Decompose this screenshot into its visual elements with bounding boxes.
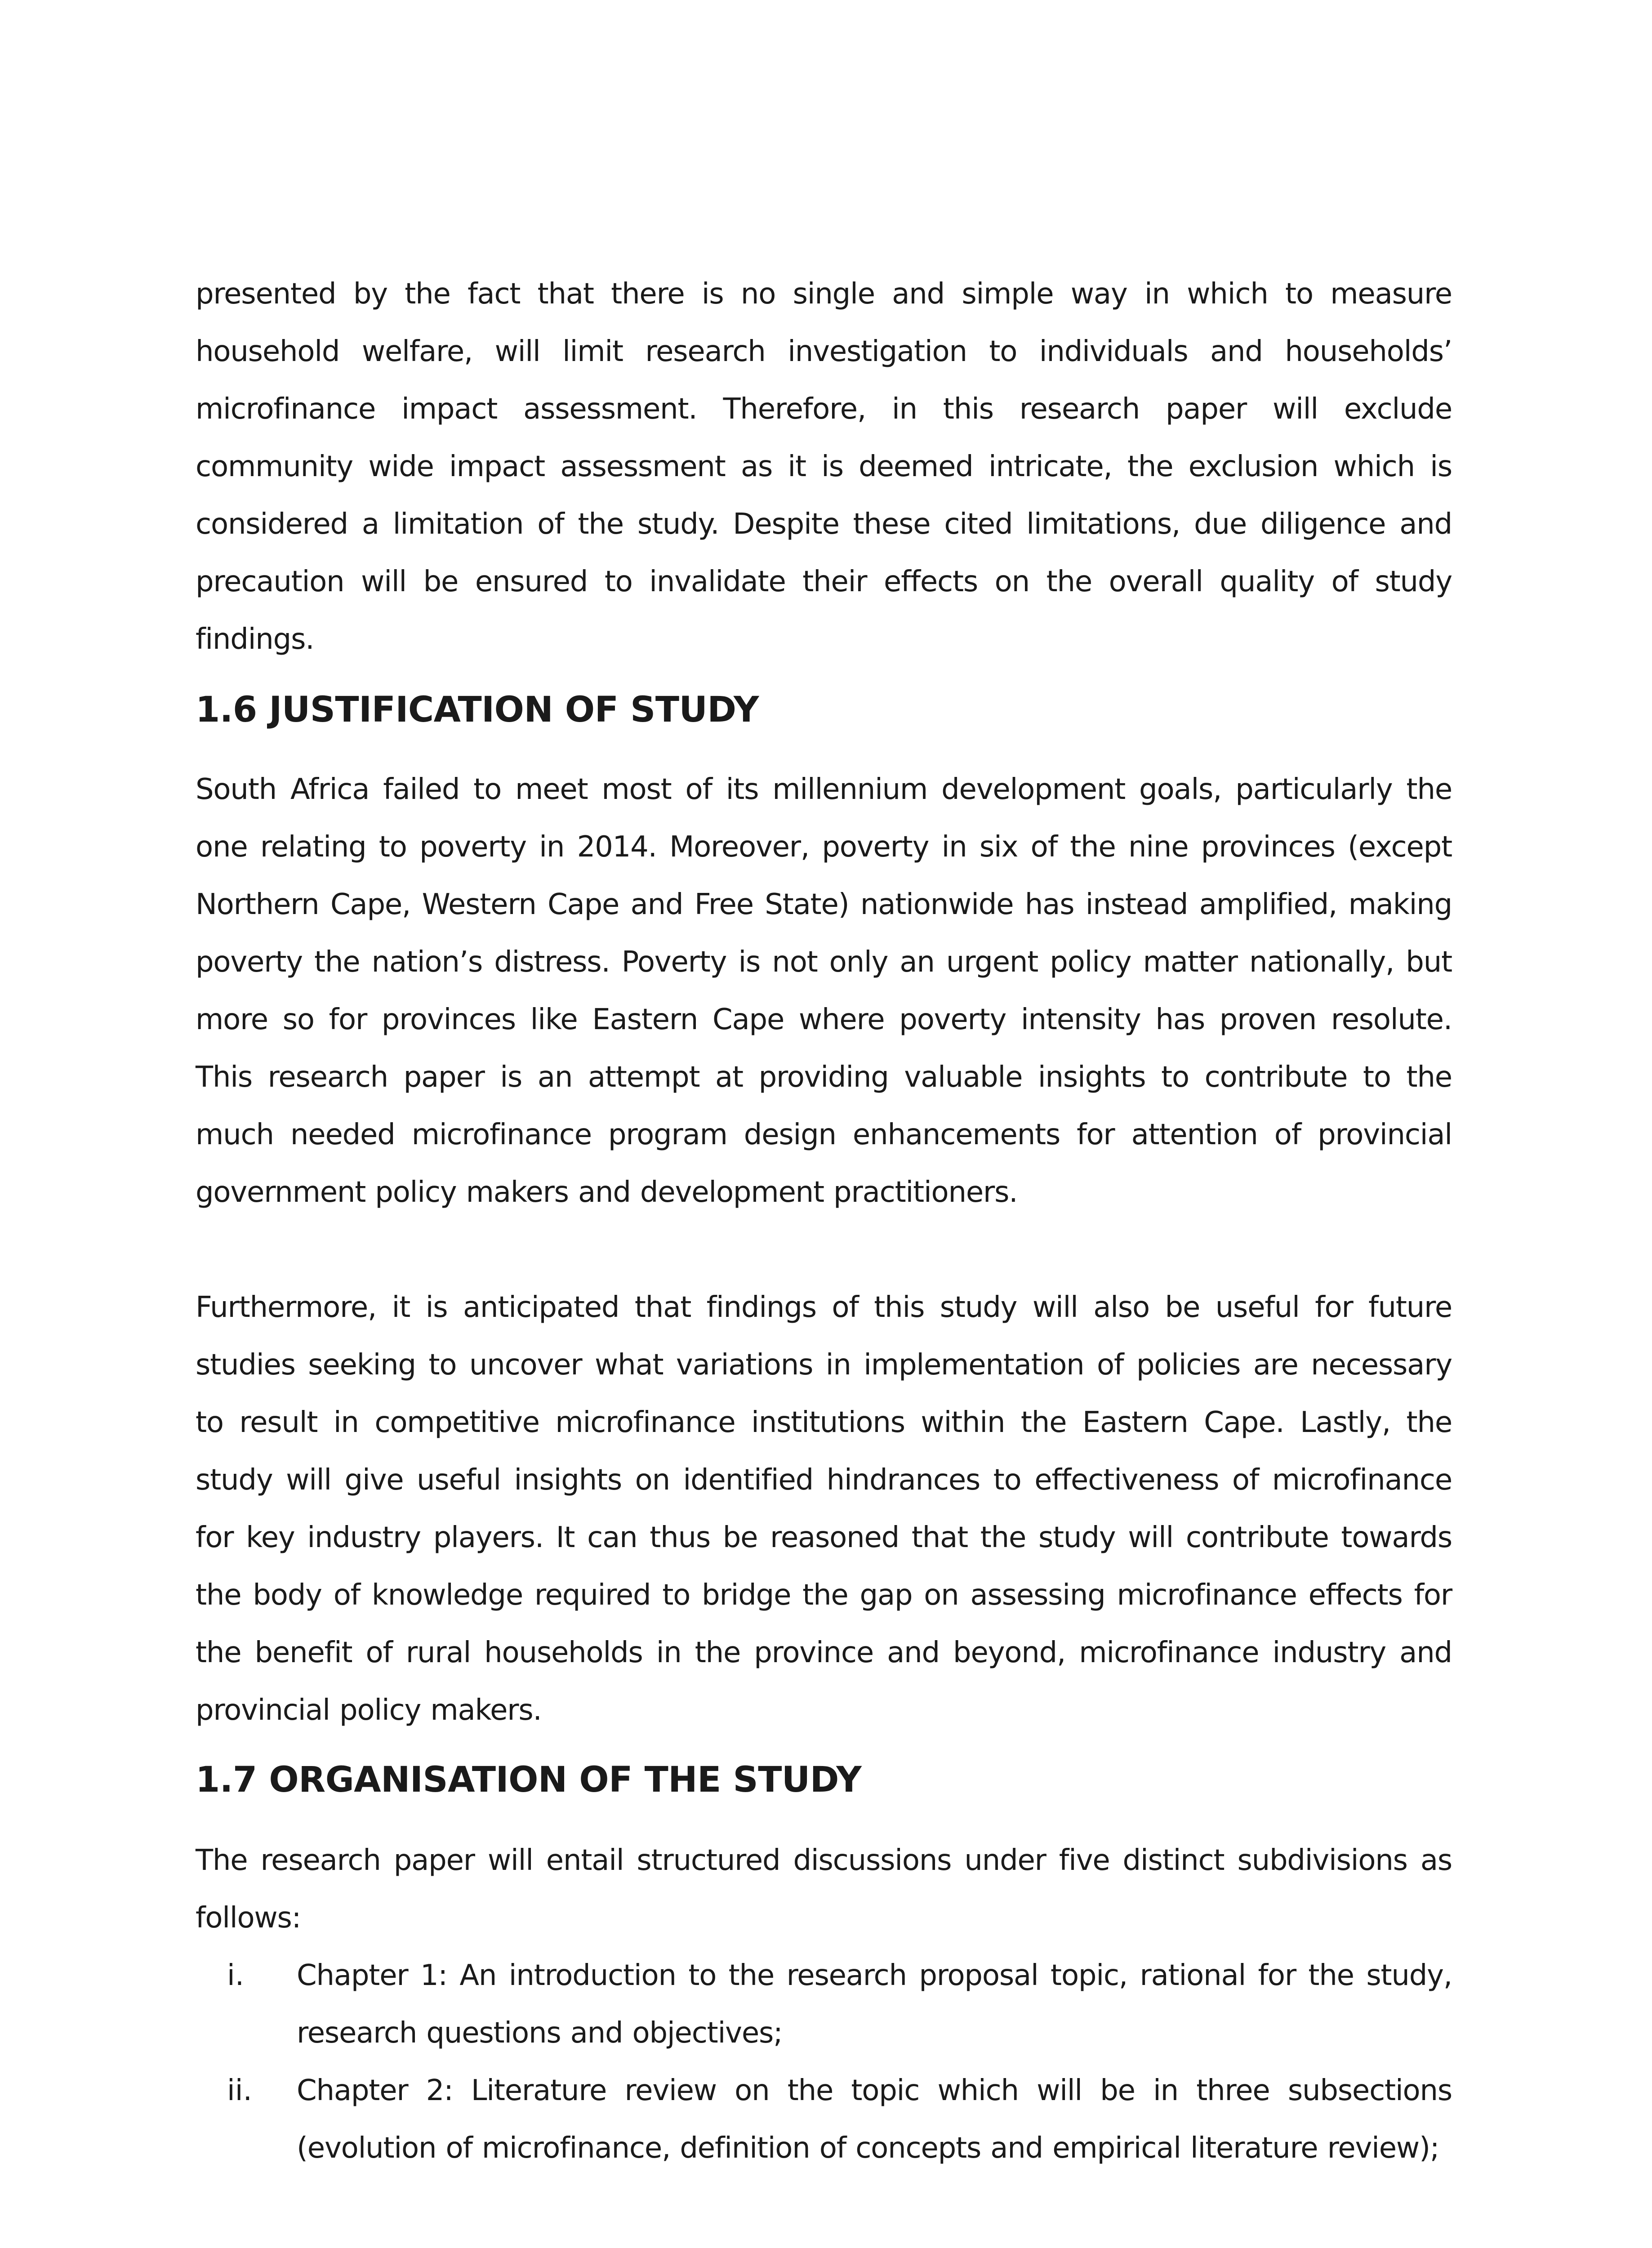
chapter-list — [196, 1947, 1452, 2177]
section-heading-justification: 1.6 JUSTIFICATION OF STUDY — [196, 690, 759, 730]
list-item-text: Chapter 2: Literature review on the topic which will be in three subsections (evolution of microfinance, definition of concepts and empirical literature review); — [297, 2074, 1452, 2165]
justification-paragraph-1: South Africa failed to meet most of its millennium development goals, particularly the one relating to poverty in 2014. Moreover, poverty in six of the nine provinces (except Northern Cape, Western Cape and Free State) nationwide has instead amplified, making poverty the nation’s distress. Poverty is not only an urgent policy matter nationally, but more so for provinces like Eastern Cape where poverty intensity has proven resolute. This research paper is an attempt at providing valuable insights to contribute to the much needed microfinance program design enhancements for attention of provincial government policy makers and development practitioners. — [196, 773, 1452, 1209]
justification-paragraph-2: Furthermore, it is anticipated that findings of this study will also be useful for future studies seeking to uncover what variations in implementation of policies are necessary to result in competitive microfinance institutions within the Eastern Cape. Lastly, the study will give useful insights on identified hindrances to effectiveness of microfinance for key industry players. It can thus be reasoned that the study will contribute towards the body of knowledge required to bridge the gap on assessing microfinance effects for the benefit of rural households in the province and beyond, microfinance industry and provincial policy makers. — [196, 1291, 1452, 1727]
list-item — [196, 1947, 1452, 2062]
list-item-marker: i. — [227, 1959, 245, 1992]
list-item — [196, 2062, 1452, 2177]
paragraph-spacer — [196, 1221, 1452, 1279]
page-number — [0, 2244, 1652, 2248]
organisation-intro-paragraph: The research paper will entail structured discussions under five distinct subdivisions as follows: — [196, 1844, 1452, 1935]
section-heading-organisation: 1.7 ORGANISATION OF THE STUDY — [196, 1760, 862, 1800]
intro-paragraph: presented by the fact that there is no single and simple way in which to measure household welfare, will limit research investigation to individuals and households’ microfinance impact assessment. Therefore, in this research paper will exclude community wide impact assessment as it is deemed intricate, the exclusion which is considered a limitation of the study. Despite these cited limitations, due diligence and precaution will be ensured to invalidate their effects on the overall quality of study findings. — [196, 277, 1452, 656]
page-content — [196, 265, 1452, 2177]
list-item-marker: ii. — [227, 2074, 252, 2107]
list-item-text: Chapter 1: An introduction to the research proposal topic, rational for the study, research questions and objectives; — [297, 1959, 1452, 2050]
